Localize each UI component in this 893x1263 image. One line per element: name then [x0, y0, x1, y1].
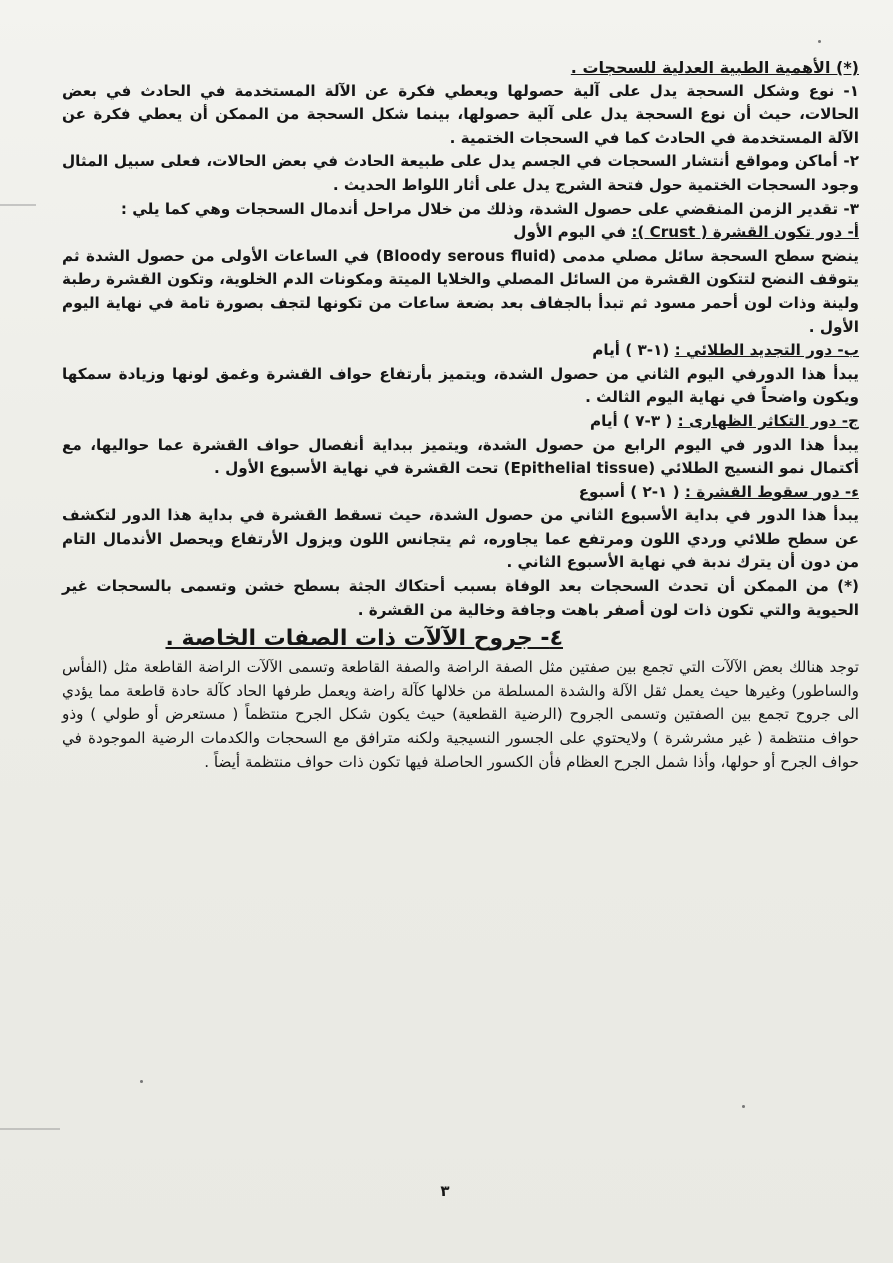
- point-3: ٣- تقدير الزمن المنقضي على حصول الشدة، وذلك من خلال مراحل أندمال السحجات وهي كما يلي :: [120, 199, 859, 218]
- stage-c-duration: ( ٣-٧ ) أيام: [589, 411, 678, 430]
- section-heading: [62, 56, 859, 80]
- stage-d-heading: [62, 481, 859, 505]
- stage-d-duration: ( ١-٢ ) أسبوع: [578, 482, 685, 501]
- stage-b-body: يبدأ هذا الدورفي اليوم الثاني من حصول الشدة، ويتميز بأرتفاع حواف القشرة وغمق لونها وزيادة سمكها ويكون واضحاً في نهاية اليوم الثالث .: [62, 364, 859, 407]
- stage-c-title: ج- دور التكاثر الظهارى :: [677, 411, 859, 430]
- stage-c-heading: [62, 410, 859, 434]
- document-body: [62, 56, 859, 774]
- scan-speck: [742, 1105, 745, 1108]
- scan-speck: [140, 1080, 143, 1083]
- stage-a-body: ينضح سطح السحجة سائل مصلي مدمى (Bloody serous fluid) في الساعات الأولى من حصول الشدة ثم يتوقف النضح لتتكون القشرة من السائل المصلي والخلايا الميتة ومكونات الدم الخلوية، وتكون القشرة رطبة ولينة وذات لون أحمر مسود ثم تبدأ بالجفاف بعد بضعة ساعات من تكونها لتجف بصورة تامة في نهاية اليوم الأول .: [62, 246, 859, 336]
- scan-speck: [0, 204, 36, 206]
- section-4-heading: [62, 622, 859, 656]
- heading-text: (*) الأهمية الطبية العدلية للسحجات .: [570, 58, 859, 77]
- scan-speck: [0, 1128, 60, 1130]
- point-2: ٢- أماكن ومواقع أنتشار السحجات في الجسم يدل على طبيعة الحادث في بعض الحالات، فعلى سبيل المثال وجود السحجات الختمية حول فتحة الشرج يدل على أثار اللواط الحديث .: [62, 152, 859, 194]
- page-number: ٣: [440, 1182, 450, 1200]
- point-1: ١- نوع وشكل السحجة يدل على آلية حصولها ويعطي فكرة عن الآلة المستخدمة في الحادث في بعض الحالات، حيث أن نوع السحجة يدل على آلية حصولها، بينما شكل السحجة من الممكن أن يعطي فكرة عن الآلة المستخدمة في الحادث كما في السحجات الختمية .: [62, 81, 859, 147]
- stage-d-title: ء- دور سقوط القشرة :: [684, 482, 859, 501]
- section-4-title: ٤- جروح الآلآت ذات الصفات الخاصة .: [165, 626, 563, 652]
- section-4-body: توجد هنالك بعض الآلآت التي تجمع بين صفتين مثل الصفة الراضة والصفة القاطعة وتسمى الآلآت الراضة القاطعة مثل (الفأس والساطور) وغيرها حيث يعمل ثقل الآلة والشدة المسلطة من خلالها كآلة راضة ويعمل طرفها الحاد كآلة حادة قاطعة مما يؤدي الى جروح تجمع بين الصفتين وتسمى الجروح (الرضية القطعية) حيث يكون شكل الجرح منتظماً ( مستعرض أو طولي ) وذو حواف منتظمة ( غير مشرشرة ) ولايحتوي على الجسور النسيجية ولكنه مترافق مع السحجات والكدمات الرضية الموجودة في حواف الجرح أو حولها، وأذا شمل الجرح العظام فأن الكسور الحاصلة فيها تكون ذات حواف منتظمة أيضاً .: [62, 658, 859, 771]
- scan-speck: [818, 40, 821, 43]
- stage-c-body: يبدأ هذا الدور في اليوم الرابع من حصول الشدة، ويتميز ببداية أنفصال حواف القشرة عما حواليها، مع أكتمال نمو النسيج الطلائي (Epithelial tissue) تحت القشرة في نهاية الأسبوع الأول .: [62, 435, 859, 478]
- postmortem-note: (*) من الممكن أن تحدث السحجات بعد الوفاة بسبب أحتكاك الجثة بسطح خشن وتسمى بالسحجات غير الحيوية والتي تكون ذات لون أصفر باهت وجافة وخالية من القشرة .: [62, 577, 859, 619]
- stage-a-duration: في اليوم الأول: [513, 223, 632, 242]
- stage-b-duration: (١-٣ ) أيام: [592, 341, 675, 360]
- stage-a-title: أ- دور تكون القشرة ( Crust ):: [631, 223, 859, 242]
- stage-a-heading: [62, 221, 859, 245]
- stage-b-heading: [62, 339, 859, 363]
- stage-d-body: يبدأ هذا الدور في بداية الأسبوع الثاني من حصول الشدة، حيث تسقط القشرة في بداية هذا الدور لتكشف عن سطح طلائي وردي اللون ومرتفع عما يجاوره، ثم يتجانس اللون ويزول الأرتفاع ويحصل الأندمال التام من دون أن يترك ندبة في نهاية الأسبوع الثاني .: [62, 506, 859, 572]
- stage-b-title: ب- دور التجديد الطلائي :: [674, 341, 859, 360]
